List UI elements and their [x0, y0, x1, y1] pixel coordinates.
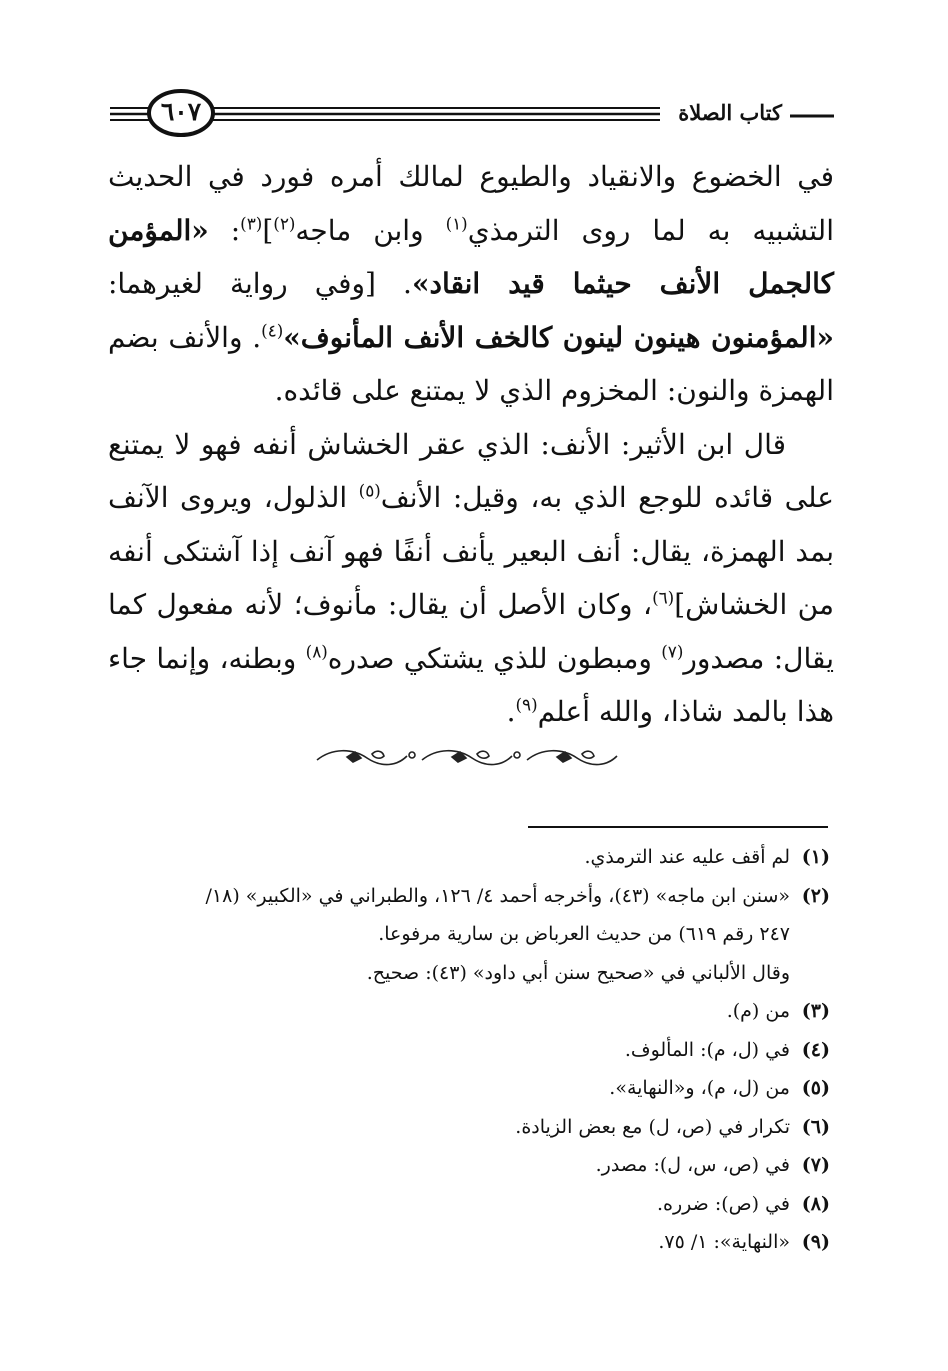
- main-text: [108, 150, 834, 739]
- footnote-number: (٩): [801, 1231, 830, 1253]
- footnote-number: (٥): [801, 1077, 830, 1099]
- footnote-ref[interactable]: (٤): [261, 320, 284, 341]
- footnote-item: [100, 838, 830, 877]
- text-run: .: [506, 695, 516, 728]
- footnote-separator: [528, 826, 828, 828]
- page-number: ٦٠٧: [160, 97, 202, 126]
- footnote-item: [100, 1069, 830, 1108]
- footnote-number: (٤): [801, 1038, 830, 1061]
- paragraph-2: [108, 418, 834, 739]
- footnote-ref[interactable]: (٥): [358, 480, 381, 501]
- footnote-text: في (ص): ضرره.: [657, 1192, 790, 1215]
- footnote-ref[interactable]: (٣): [240, 213, 263, 234]
- footnote-text: من (ل، م)، و«النهاية».: [609, 1077, 790, 1099]
- footnote-text: لم أقف عليه عند الترمذي.: [584, 846, 790, 868]
- footnote-ref[interactable]: (٩): [515, 694, 538, 715]
- text-run: قال ابن الأثير: الأنف: الذي عقر الخشاش أنفه فهو لا يمتنع على قائده للوجع الذي به، وقيل: الأنف: [108, 427, 834, 514]
- hadith-quote: «المؤمنون هينون لينون كالخف الأنف المأنوف»: [283, 320, 834, 354]
- footnote-number: (٣): [801, 1000, 830, 1022]
- footnote-ref[interactable]: (٦): [652, 587, 675, 608]
- footnote-text: في (ل، م): المألوف.: [624, 1038, 790, 1061]
- text-run: الذلول، ويروى الآنف بمد الهمزة، يقال: أنف البعير يأنف أنفًا فهو آنف إذا آشتكى أنفه من الخشاش]: [108, 481, 834, 621]
- footnote-number: (١): [801, 846, 830, 868]
- footnote-text: في (ص، س، ل): مصدر.: [595, 1154, 790, 1176]
- footnote-item: [100, 992, 830, 1031]
- footnote-number: (٢): [801, 884, 830, 907]
- footnote-ref[interactable]: (٢): [273, 213, 296, 234]
- footnote-item: [100, 1108, 830, 1147]
- floral-divider-icon: [312, 742, 622, 772]
- footnote-number: (٨): [801, 1192, 830, 1215]
- text-run: . والأنف بضم الهمزة والنون: المخزوم الذي لا يمتنع على قائده.: [108, 320, 834, 407]
- footnote-text: تكرار في (ص، ل) مع بعض الزيادة.: [515, 1115, 790, 1138]
- footnote-item: [100, 1031, 830, 1070]
- text-run: ومبطون للذي يشتكي صدره: [327, 641, 662, 675]
- footnote-item: [100, 1223, 830, 1262]
- footnote-number: (٦): [801, 1115, 830, 1138]
- footnote-continuation: ٢٤٧ رقم ٦١٩) من حديث العرباض بن سارية مرفوعا.: [378, 923, 790, 945]
- text-run: . [وفي رواية لغيرهما:: [108, 267, 412, 300]
- text-run: وابن ماجه: [295, 213, 446, 247]
- footnote-item: [100, 1146, 830, 1185]
- paragraph-1: [108, 150, 834, 418]
- footnote-number: (٧): [801, 1154, 830, 1176]
- footnote-ref[interactable]: (٨): [305, 641, 328, 662]
- text-run: ، وكان الأصل أن يقال: مأنوف؛ لأنه مفعول كما يقال: مصدور: [108, 588, 835, 675]
- footnote-text: «سنن ابن ماجه» (٤٣)، وأخرجه أحمد ٤/ ١٢٦، والطبراني في «الكبير» (١٨/: [205, 884, 790, 907]
- running-title: كتاب الصلاة: [674, 100, 786, 125]
- footnote-item: [100, 877, 830, 916]
- text-run: في الخضوع والانقياد والطيوع لمالك أمره فورد في الحديث التشبيه به لما روى الترمذي: [108, 160, 834, 247]
- footnote-item: [100, 1185, 830, 1224]
- footnote-ref[interactable]: (٧): [661, 641, 684, 662]
- hadith-quote: «المؤمن كالجمل الأنف حيثما قيد انقاد»: [108, 213, 834, 300]
- text-run: وبطنه، وإنما جاء هذا بالمد شاذا، والله أعلم: [108, 641, 834, 728]
- footnote-ref[interactable]: (١): [445, 213, 468, 234]
- text-run: ]: [262, 213, 274, 247]
- page-header: [0, 0, 948, 170]
- header-rule-graphic: [0, 0, 948, 170]
- footnote-text: «النهاية»: ١/ ٧٥.: [658, 1231, 790, 1253]
- footnotes: [100, 838, 830, 1262]
- footnote-continuation: وقال الألباني في «صحيح سنن أبي داود» (٤٣): صحيح.: [366, 961, 790, 984]
- text-run: :: [208, 213, 241, 247]
- footnote-text: من (م).: [726, 1000, 790, 1022]
